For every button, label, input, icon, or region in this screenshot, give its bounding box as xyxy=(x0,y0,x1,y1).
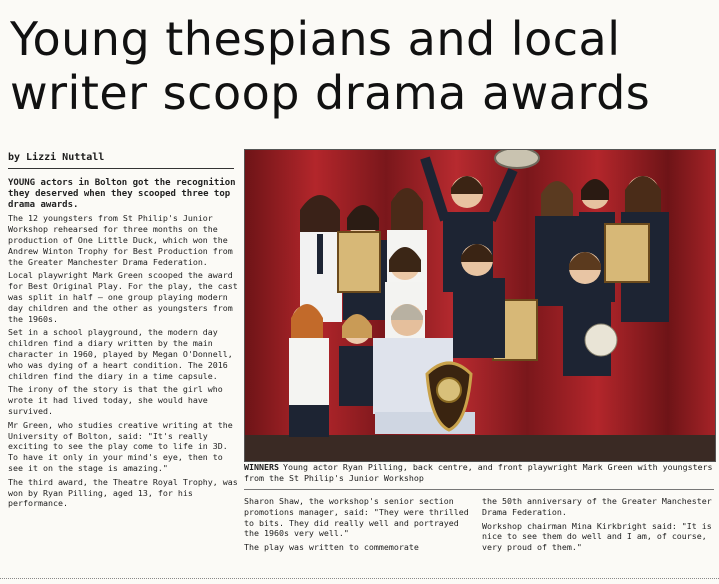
caption-label: WINNERS xyxy=(244,462,279,472)
skull-prop xyxy=(585,324,617,356)
headline xyxy=(10,12,710,120)
caption-divider xyxy=(244,489,714,490)
silver-trophy-plate xyxy=(495,150,539,168)
body-paragraph: The play was written to commemorate xyxy=(244,542,419,553)
headline-line-1: Young thespians and local xyxy=(10,12,621,66)
article-column-3 xyxy=(482,496,714,556)
article-body-column xyxy=(8,178,238,512)
certificate-frame xyxy=(338,232,380,292)
lead-paragraph: YOUNG actors in Bolton got the recognition they deserved when they scooped three top drama awards. xyxy=(8,178,236,210)
body-paragraph: Mr Green, who studies creative writing at the University of Bolton, said: "It's really exciting to see the play come to life in 3D. To have it only in your mind's eye, then to see it on the stage is amazing." xyxy=(8,419,233,473)
body-paragraph: The third award, the Theatre Royal Trophy, was won by Ryan Pilling, aged 13, for his performance. xyxy=(8,476,238,509)
page-bottom-rule xyxy=(0,578,719,579)
body-paragraph: Local playwright Mark Green scooped the award for Best Original Play. For the play, the cast was split in half — one group playing modern day children and the other as youngsters from the 1960s. xyxy=(8,270,238,324)
body-paragraph: The irony of the story is that the girl who wrote it had lived today, she would have survived. xyxy=(8,384,223,416)
body-paragraph: the 50th anniversary of the Greater Manchester Drama Federation. xyxy=(482,496,712,517)
group-photo xyxy=(244,149,716,462)
byline: by Lizzi Nuttall xyxy=(8,152,105,163)
body-paragraph: Workshop chairman Mina Kirkbright said: "It is nice to see them do well and I am, of course, very proud of them." xyxy=(482,520,712,553)
certificate-frame xyxy=(605,224,649,282)
article-column-2 xyxy=(244,496,472,556)
photo-illustration xyxy=(245,150,715,461)
body-paragraph: Sharon Shaw, the workshop's senior section promotions manager, said: "They were thrilled to bits. They did really well and portrayed the 1960s very well." xyxy=(244,496,469,539)
body-paragraph: The 12 youngsters from St Philip's Junior Workshop rehearsed for three months on the production of One Little Duck, which won the Andrew Winton Trophy for Best Production from the Greater Manchester Drama Federation. xyxy=(8,213,233,267)
headline-line-2: writer scoop drama awards xyxy=(10,66,651,120)
body-paragraph: Set in a school playground, the modern day children find a diary written by the main character in 1960, played by Megan O'Donnell, who was dying of a heart condition. The 2016 children find the diary in a time capsule. xyxy=(8,327,233,381)
byline-divider xyxy=(8,168,234,169)
photo-caption xyxy=(244,462,714,484)
caption-text: Young actor Ryan Pilling, back centre, and front playwright Mark Green with youngsters from the St Philip's Junior Workshop xyxy=(244,462,713,483)
stage-floor xyxy=(245,435,715,461)
